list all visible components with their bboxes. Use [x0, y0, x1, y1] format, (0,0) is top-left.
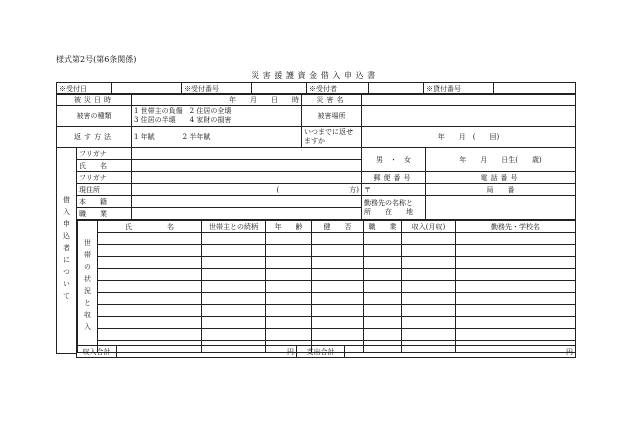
- repay-method-options[interactable]: 1 年賦 2 半年賦: [132, 127, 302, 148]
- furigana-label: フリガナ: [77, 148, 132, 160]
- disaster-name-label: 災害名: [302, 94, 362, 106]
- col-workplace: 勤務先・学校名: [456, 221, 576, 233]
- form-number-label: 様式第2号(第6条関係): [56, 55, 137, 64]
- receiver-label: ※受付者: [307, 83, 369, 95]
- repay-method-label: 返す方法: [57, 127, 132, 148]
- damage-option-row-1: 1 世帯主の負傷 2 住居の全壊: [134, 107, 232, 115]
- col-relation: 世帯主との続柄: [202, 221, 266, 233]
- damage-type-label: 被害の種類: [57, 106, 132, 127]
- address-field[interactable]: ( 方): [132, 184, 362, 196]
- name-field[interactable]: [132, 160, 362, 172]
- household-table: [77, 220, 576, 353]
- disaster-name-field[interactable]: [362, 94, 576, 106]
- damage-place-field[interactable]: [362, 106, 576, 127]
- income-total-field[interactable]: 円: [117, 346, 297, 358]
- household-row: [78, 245, 576, 257]
- expense-total-field[interactable]: 円: [345, 346, 576, 358]
- disaster-date-field[interactable]: 年 月 日 時: [132, 94, 302, 106]
- household-row: [78, 257, 576, 269]
- name-label: 氏 名: [77, 160, 132, 172]
- repay-when-field[interactable]: 年 月 ( 回): [362, 127, 576, 148]
- furigana2-field[interactable]: [132, 172, 362, 184]
- applicant-section-label: 借入申込者について: [57, 148, 77, 354]
- workplace-label: 勤務先の名称と 所 在 地: [362, 196, 426, 220]
- household-row: [78, 317, 576, 329]
- damage-type-options[interactable]: [132, 106, 302, 127]
- household-row: [78, 233, 576, 245]
- workplace-field[interactable]: [426, 196, 576, 220]
- domicile-field[interactable]: [132, 196, 362, 208]
- sex-field[interactable]: 男 ・ 女: [362, 148, 426, 172]
- repay-when-label: いつまでに返せ ますか: [302, 127, 362, 148]
- household-row: [78, 269, 576, 281]
- household-row: [78, 305, 576, 317]
- household-row: [78, 281, 576, 293]
- loan-number-label: ※貸付番号: [424, 83, 494, 95]
- furigana-field[interactable]: [132, 148, 362, 160]
- birth-date-field[interactable]: 年 月 日生( 歳): [426, 148, 576, 172]
- occupation-field[interactable]: [132, 208, 362, 220]
- col-job: 職 業: [364, 221, 402, 233]
- occupation-label: 職 業: [77, 208, 132, 220]
- damage-place-label: 被害場所: [302, 106, 362, 127]
- form-title: 災害援護資金借入申込書: [251, 71, 379, 80]
- phone-number-label: 電話番号: [426, 172, 576, 184]
- postal-code-label: 郵便番号: [362, 172, 426, 184]
- postal-code-field[interactable]: 〒: [362, 184, 426, 196]
- col-age: 年 齢: [266, 221, 312, 233]
- applicant-table: [56, 147, 576, 354]
- household-section-label: 世帯の状況と収入: [78, 221, 98, 353]
- furigana2-label: フリガナ: [77, 172, 132, 184]
- phone-exchange-field[interactable]: 局 番: [426, 184, 576, 196]
- income-total-label: 収入合計: [77, 346, 117, 358]
- domicile-label: 本 籍: [77, 196, 132, 208]
- damage-option-row-2: 3 住居の半壊 4 家財の損害: [134, 116, 232, 124]
- totals-table: [76, 345, 576, 358]
- address-label: 現住所: [77, 184, 132, 196]
- col-income: 収入(月収): [402, 221, 456, 233]
- col-health: 健 否: [312, 221, 364, 233]
- household-row: [78, 293, 576, 305]
- disaster-table: [56, 93, 576, 148]
- expense-total-label: 支出合計: [297, 346, 345, 358]
- receipt-date-label: ※受付日: [57, 83, 112, 95]
- household-row: [78, 329, 576, 341]
- disaster-date-label: 被災日時: [57, 94, 132, 106]
- household-wrapper: [77, 220, 576, 354]
- col-name: 氏 名: [98, 221, 202, 233]
- receipt-number-label: ※受付番号: [182, 83, 252, 95]
